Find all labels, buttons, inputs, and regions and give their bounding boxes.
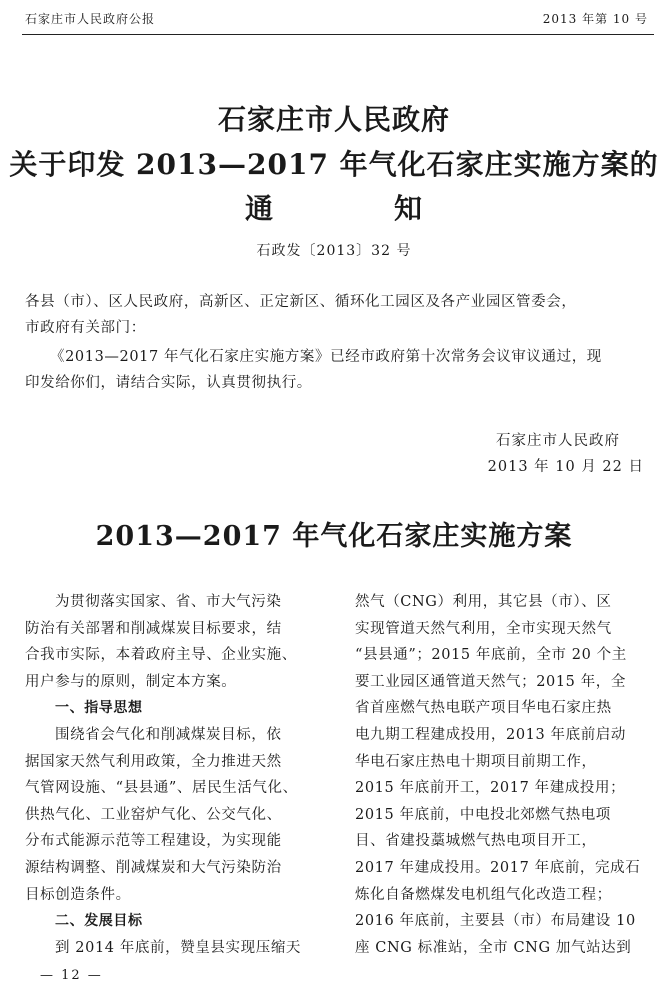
running-header-title: 石家庄市人民政府公报 xyxy=(25,12,156,26)
text-line: 气管网设施、“县县通”、居民生活气化、 xyxy=(25,780,298,797)
text-line: 据国家天然气利用政策，全力推进天然 xyxy=(25,753,282,770)
page-number: — 12 — xyxy=(40,968,103,983)
plan-title: 2013—2017 年气化石家庄实施方案 xyxy=(95,521,573,552)
text-line: 合我市实际，本着政府主导、企业实施、 xyxy=(25,647,297,664)
running-header-issue: 2013 年第 10 号 xyxy=(542,12,648,26)
addressee-line2: 市政府有关部门： xyxy=(25,320,146,336)
text-line: 为贯彻落实国家、省、市大气污染 xyxy=(55,594,282,610)
notice-title-line3 xyxy=(0,187,668,227)
text-line: 省首座燃气热电联产项目华电石家庄热 xyxy=(355,700,612,717)
text-line: 到 2014 年底前，赞皇县实现压缩天 xyxy=(55,939,302,956)
text-line: 供热气化、工业窑炉气化、公交气化、 xyxy=(25,806,282,823)
issue-date: 2013 年 10 月 22 日 xyxy=(487,459,644,475)
notice-title-line2: 关于印发 2013—2017 年气化石家庄实施方案的 xyxy=(9,148,659,181)
text-line: 要工业园区通管道天然气；2015 年，全 xyxy=(355,673,627,690)
text-line: 炼化自备燃煤发电机组气化改造工程； xyxy=(355,886,612,903)
text-line: 防治有关部署和削减煤炭目标要求，结 xyxy=(25,620,282,637)
right-column xyxy=(355,589,660,961)
addressee-line1: 各县（市）、区人民政府，高新区、正定新区、循环化工园区及各产业园区管委会， xyxy=(25,294,577,310)
section-heading-development-goals: 二、发展目标 xyxy=(55,913,143,930)
text-line: 华电石家庄热电十期项目前期工作， xyxy=(355,753,597,770)
signer: 石家庄市人民政府 xyxy=(496,433,620,449)
left-column xyxy=(25,589,330,961)
text-line: 围绕省会气化和削减煤炭目标，依 xyxy=(55,726,282,743)
text-line: “县县通”；2015 年底前，全市 20 个主 xyxy=(355,647,627,664)
text-line: 2016 年底前，主要县（市）布局建设 10 xyxy=(355,913,636,930)
document-number: 石政发〔2013〕32 号 xyxy=(256,243,412,259)
notice-body-line2: 印发给你们，请结合实际，认真贯彻执行。 xyxy=(25,375,312,391)
text-line: 电九期工程建成投用，2013 年底前启动 xyxy=(355,726,627,743)
text-line: 目标创造条件。 xyxy=(25,886,131,903)
text-line: 目、省建投藁城燃气热电项目开工， xyxy=(355,833,597,850)
section-heading-guiding-ideology: 一、指导思想 xyxy=(55,700,143,717)
text-line: 2015 年底前，中电投北郊燃气热电项 xyxy=(355,806,611,823)
notice-body-line1: 《2013—2017 年气化石家庄实施方案》已经市政府第十次常务会议审议通过，现 xyxy=(50,349,602,365)
text-line: 座 CNG 标准站，全市 CNG 加气站达到 xyxy=(355,939,632,956)
notice-title-line1: 石家庄市人民政府 xyxy=(217,103,450,136)
text-line: 源结构调整、削减煤炭和大气污染防治 xyxy=(25,859,282,876)
header-rule xyxy=(22,34,654,35)
text-line: 然气（CNG）利用，其它县（市）、区 xyxy=(355,594,612,610)
text-line: 用户参与的原则，制定本方案。 xyxy=(25,673,237,690)
notice-title-char-b: 知 xyxy=(394,192,424,225)
text-line: 实现管道天然气利用，全市实现天然气 xyxy=(355,620,612,637)
text-line: 2015 年底前开工，2017 年建成投用； xyxy=(355,780,626,797)
text-line: 2017 年建成投用。2017 年底前，完成石 xyxy=(355,859,641,876)
text-line: 分布式能源示范等工程建设，为实现能 xyxy=(25,833,282,850)
notice-title-char-a: 通 xyxy=(244,192,274,225)
